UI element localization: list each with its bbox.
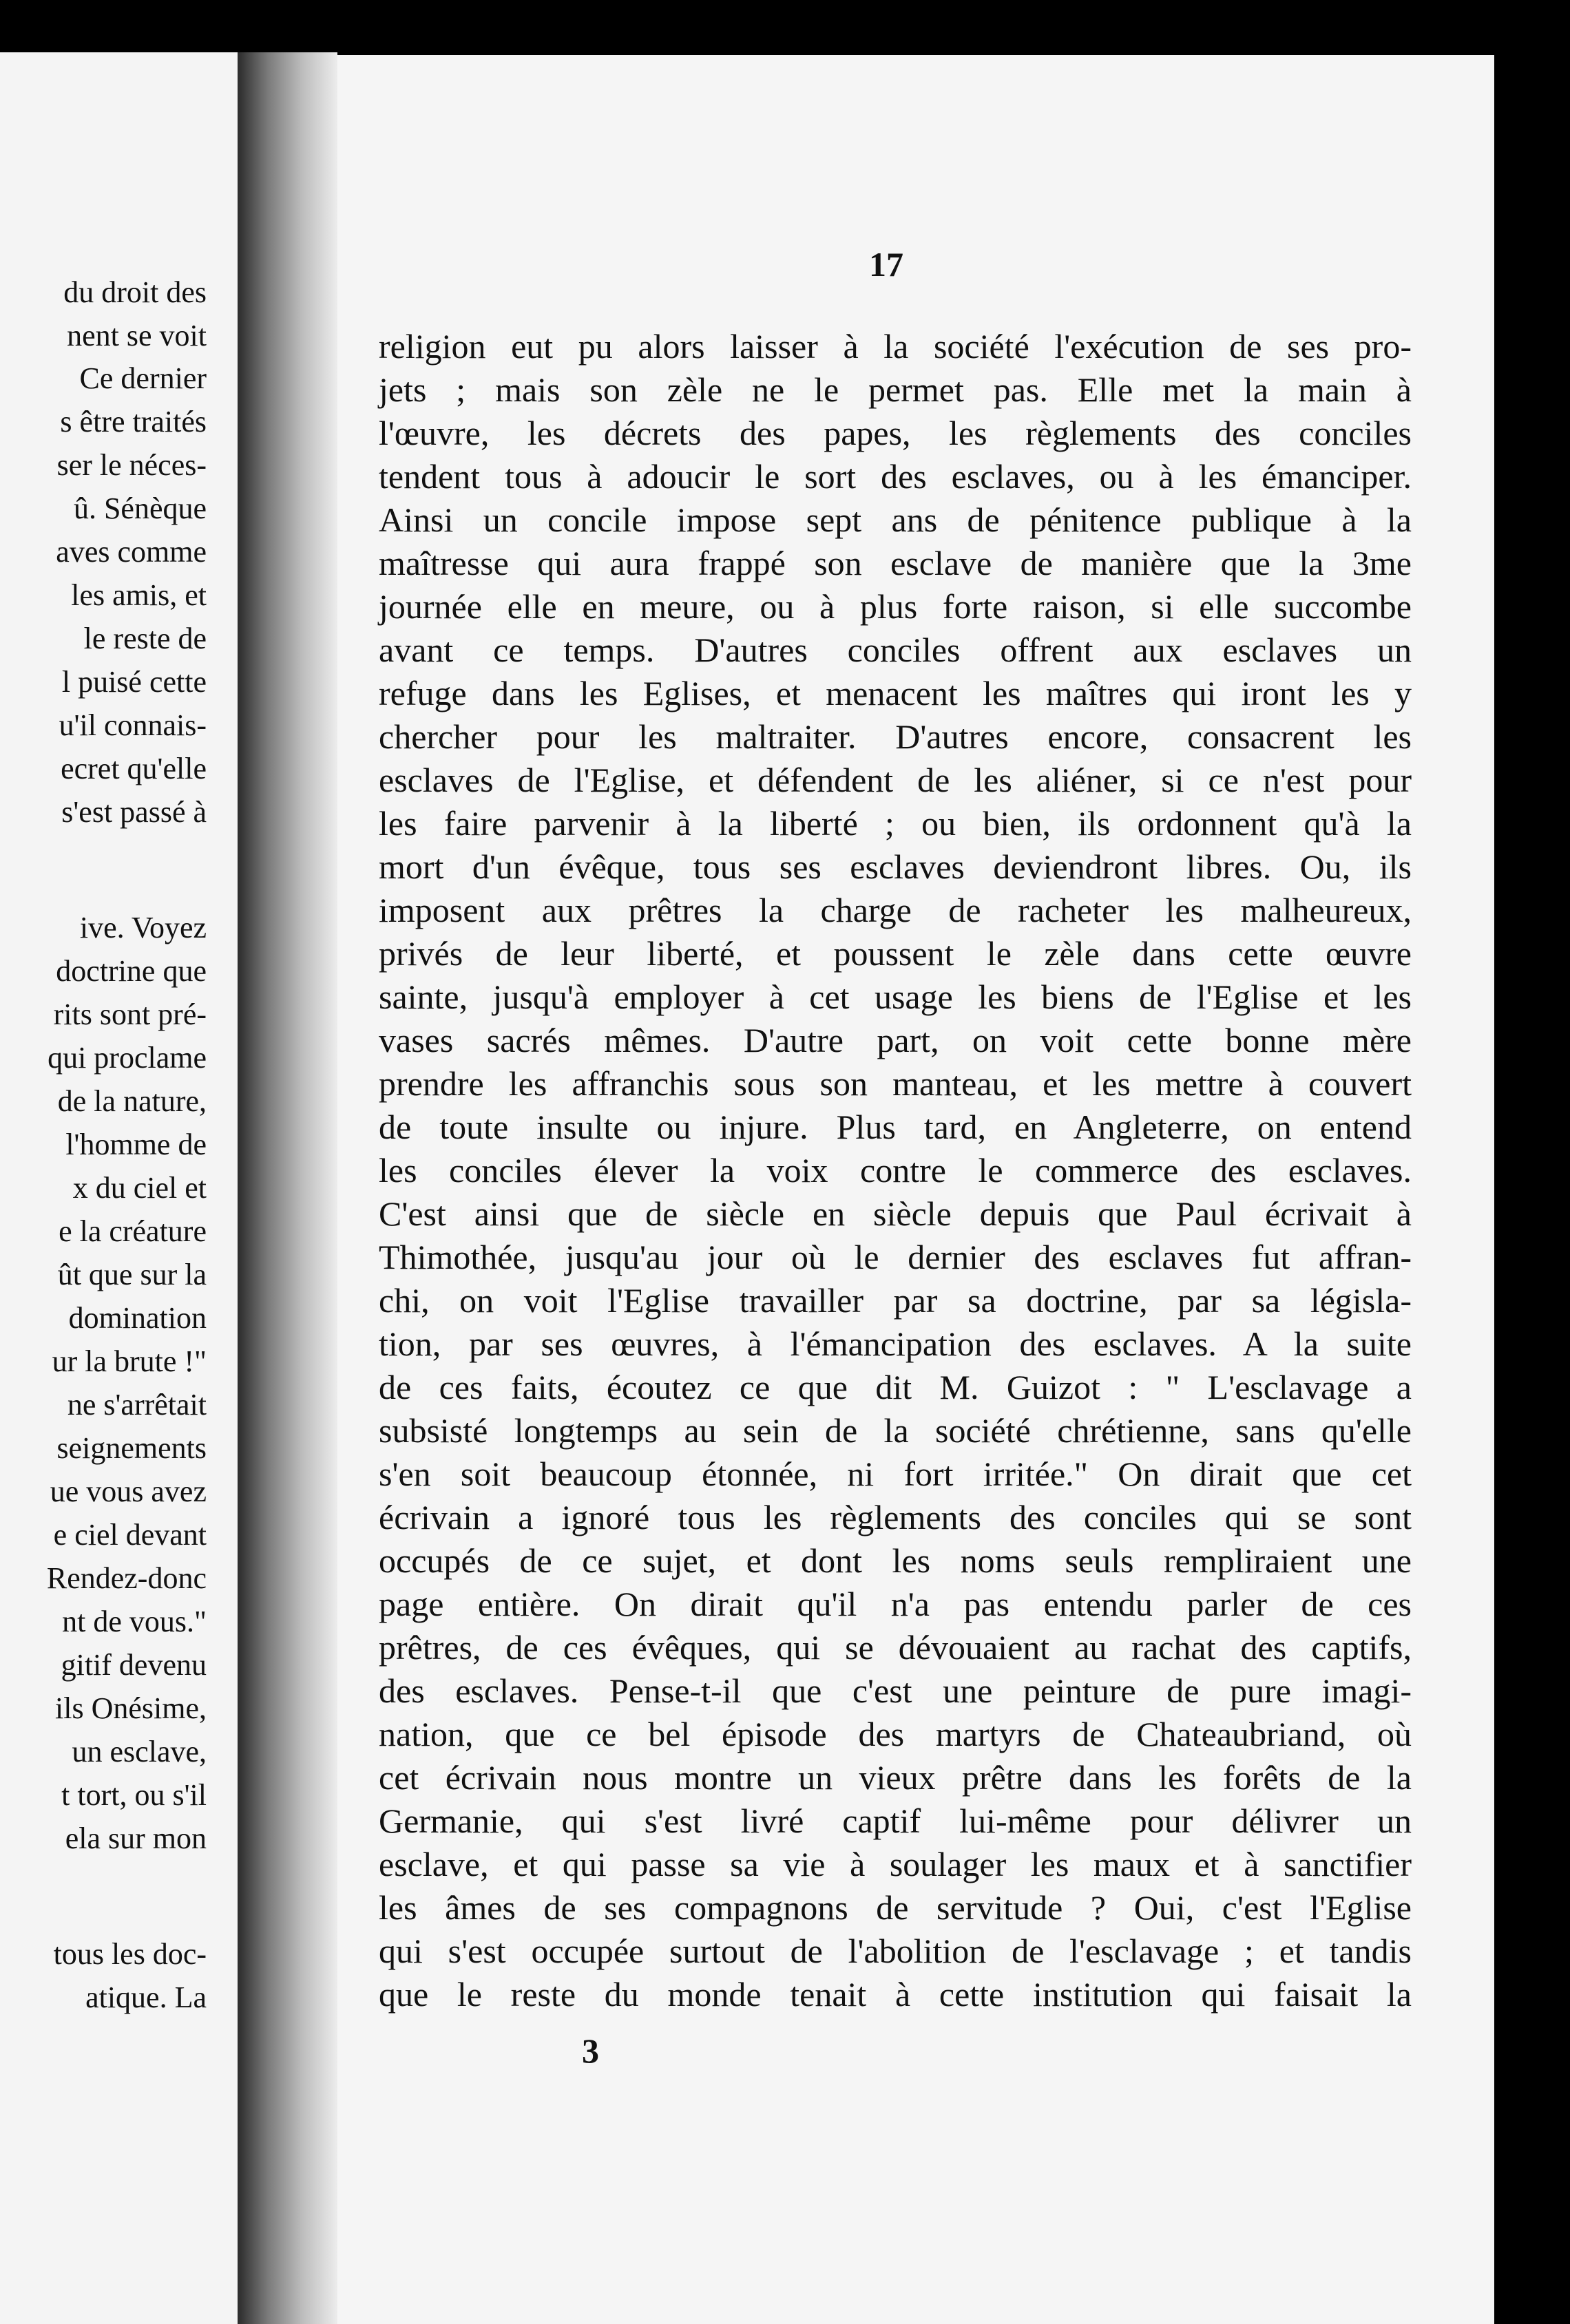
body-text-line: sainte, jusqu'à employer à cet usage les biens de l'Eglise et les xyxy=(379,978,1412,1016)
facing-page-line: doctrine que xyxy=(56,954,207,988)
body-text-line: privés de leur liberté, et poussent le zèle dans cette œuvre xyxy=(379,934,1412,973)
facing-page-line: tous les doc- xyxy=(53,1937,207,1971)
body-text-line: de toute insulte ou injure. Plus tard, en Angleterre, on entend xyxy=(379,1108,1412,1146)
facing-page-line: e la créature xyxy=(59,1214,207,1248)
body-text-line: Thimothée, jusqu'au jour où le dernier des esclaves fut affran- xyxy=(379,1238,1412,1276)
body-text-line: écrivain a ignoré tous les règlements des conciles qui se sont xyxy=(379,1498,1412,1536)
facing-page-line: û. Sénèque xyxy=(73,492,207,525)
body-text-line: de ces faits, écoutez ce que dit M. Guizot : " L'esclavage a xyxy=(379,1368,1412,1406)
body-text-line: refuge dans les Eglises, et menacent les maîtres qui iront les y xyxy=(379,674,1412,712)
body-text-line: nation, que ce bel épisode des martyrs de Chateaubriand, où xyxy=(379,1715,1412,1753)
facing-page-line: gitif devenu xyxy=(61,1648,207,1682)
body-text-line: esclaves de l'Eglise, et défendent de les aliéner, si ce n'est pour xyxy=(379,761,1412,799)
body-text-line: esclave, et qui passe sa vie à soulager les maux et à sanctifier xyxy=(379,1845,1412,1883)
body-text-line: page entière. On dirait qu'il n'a pas entendu parler de ces xyxy=(379,1585,1412,1623)
body-text-line: C'est ainsi que de siècle en siècle depuis que Paul écrivait à xyxy=(379,1194,1412,1233)
facing-page-line: atique. La xyxy=(85,1980,207,2014)
facing-page-line: aves comme xyxy=(56,535,207,569)
signature-mark: 3 xyxy=(582,2031,599,2070)
facing-page-line: l puisé cette xyxy=(61,665,207,699)
body-text-line: tendent tous à adoucir le sort des esclaves, ou à les émanciper. xyxy=(379,457,1412,496)
body-text-line: journée elle en meure, ou à plus forte raison, si elle succombe xyxy=(379,587,1412,626)
facing-page-line: nent se voit xyxy=(67,319,207,352)
body-text-line: subsisté longtemps au sein de la société chrétienne, sans qu'elle xyxy=(379,1411,1412,1450)
facing-page-line: un esclave, xyxy=(72,1735,207,1768)
page-number: 17 xyxy=(869,245,903,284)
body-text-line: cet écrivain nous montre un vieux prêtre dans les forêts de la xyxy=(379,1758,1412,1797)
facing-page-line: domination xyxy=(68,1301,207,1335)
facing-page-line: Ce dernier xyxy=(79,361,207,395)
facing-page-line: nt de vous." xyxy=(62,1605,207,1638)
facing-page-line: ils Onésime, xyxy=(55,1691,207,1725)
facing-page-fragment xyxy=(0,52,238,2324)
body-text-line: les faire parvenir à la liberté ; ou bien, ils ordonnent qu'à la xyxy=(379,804,1412,843)
body-text-line: vases sacrés mêmes. D'autre part, on voit cette bonne mère xyxy=(379,1021,1412,1059)
body-text-line: s'en soit beaucoup étonnée, ni fort irritée." On dirait que cet xyxy=(379,1455,1412,1493)
facing-page-line: le reste de xyxy=(83,622,207,655)
facing-page-line: les amis, et xyxy=(71,578,207,612)
facing-page-line: rits sont pré- xyxy=(53,997,207,1031)
facing-page-line: seignements xyxy=(56,1431,207,1465)
body-text-line: prendre les affranchis sous son manteau, et les mettre à couvert xyxy=(379,1064,1412,1103)
book-gutter-shadow xyxy=(238,52,337,2324)
body-text-line: les âmes de ses compagnons de servitude ? Oui, c'est l'Eglise xyxy=(379,1888,1412,1927)
body-text-line: religion eut pu alors laisser à la société l'exécution de ses pro- xyxy=(379,327,1412,366)
body-text-line: que le reste du monde tenait à cette institution qui faisait la xyxy=(379,1975,1412,2014)
facing-page-line: l'homme de xyxy=(65,1128,207,1161)
facing-page-line: ur la brute !" xyxy=(52,1344,207,1378)
body-text-line: maîtresse qui aura frappé son esclave de manière que la 3me xyxy=(379,544,1412,582)
body-text-line: chi, on voit l'Eglise travailler par sa doctrine, par sa législa- xyxy=(379,1281,1412,1320)
body-text-line: occupés de ce sujet, et dont les noms seuls rempliraient une xyxy=(379,1541,1412,1580)
facing-page-line: du droit des xyxy=(63,275,207,309)
facing-page-line: ût que sur la xyxy=(57,1258,207,1291)
facing-page-line: de la nature, xyxy=(57,1084,207,1118)
body-text-line: les conciles élever la voix contre le commerce des esclaves. xyxy=(379,1151,1412,1190)
body-text-line: Ainsi un concile impose sept ans de pénitence publique à la xyxy=(379,500,1412,539)
facing-page-line: e ciel devant xyxy=(53,1518,207,1552)
facing-page-line: ela sur mon xyxy=(65,1821,207,1855)
body-text-line: imposent aux prêtres la charge de racheter les malheureux, xyxy=(379,891,1412,929)
facing-page-line: u'il connais- xyxy=(59,708,207,742)
facing-page-line: ue vous avez xyxy=(50,1475,207,1508)
facing-page-line: ser le néces- xyxy=(56,448,207,482)
facing-page-line: s être traités xyxy=(60,405,207,439)
body-text-line: jets ; mais son zèle ne le permet pas. Elle met la main à xyxy=(379,370,1412,409)
body-text-line: Germanie, qui s'est livré captif lui-même pour délivrer un xyxy=(379,1802,1412,1840)
facing-page-line: Rendez-donc xyxy=(46,1561,207,1595)
facing-page-line: s'est passé à xyxy=(61,795,207,829)
body-text-line: qui s'est occupée surtout de l'abolition de l'esclavage ; et tandis xyxy=(379,1932,1412,1970)
body-text-line: des esclaves. Pense-t-il que c'est une peinture de pure imagi- xyxy=(379,1671,1412,1710)
facing-page-line: x du ciel et xyxy=(72,1171,207,1205)
body-text-line: avant ce temps. D'autres conciles offrent aux esclaves un xyxy=(379,631,1412,669)
body-text-line: tion, par ses œuvres, à l'émancipation des esclaves. A la suite xyxy=(379,1324,1412,1363)
body-text-line: l'œuvre, les décrets des papes, les règlements des conciles xyxy=(379,414,1412,452)
facing-page-line: ive. Voyez xyxy=(79,911,207,944)
body-text-line: prêtres, de ces évêques, qui se dévouaient au rachat des captifs, xyxy=(379,1628,1412,1667)
body-text-line: mort d'un évêque, tous ses esclaves deviendront libres. Ou, ils xyxy=(379,847,1412,886)
body-text-line: chercher pour les maltraiter. D'autres encore, consacrent les xyxy=(379,717,1412,756)
facing-page-line: ecret qu'elle xyxy=(61,752,207,785)
facing-page-line: qui proclame xyxy=(48,1041,207,1075)
facing-page-line: t tort, ou s'il xyxy=(61,1778,207,1812)
facing-page-line: ne s'arrêtait xyxy=(67,1388,207,1422)
